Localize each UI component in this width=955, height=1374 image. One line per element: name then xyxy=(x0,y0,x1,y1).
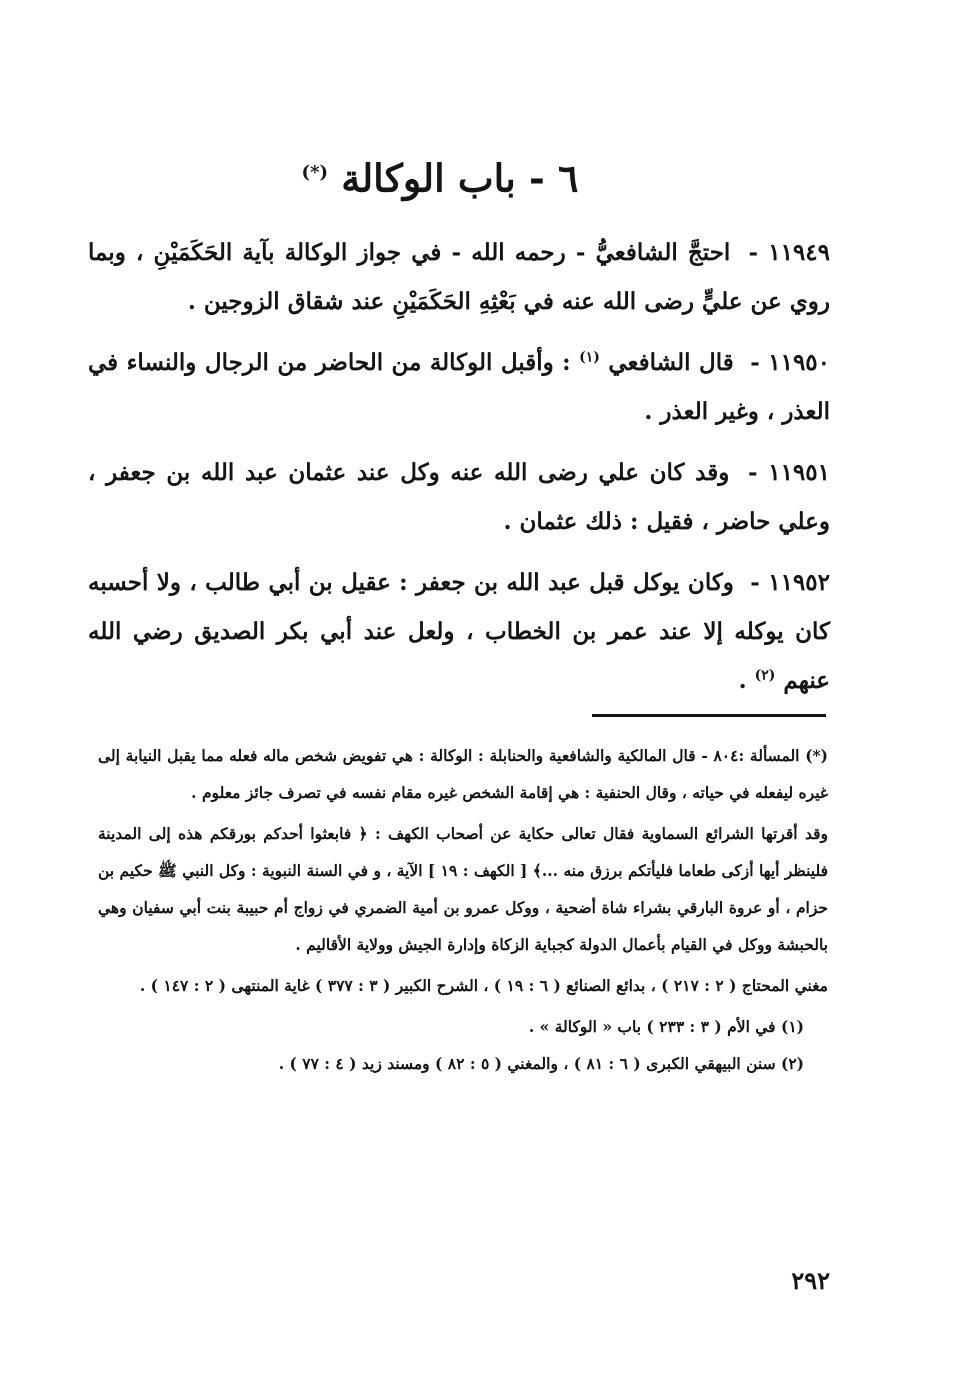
paragraph-11950 xyxy=(88,338,830,436)
paragraph-number: ١١٩٤٩ - xyxy=(748,239,830,266)
footnote-1: (١) في الأم ( ٣ : ٢٣٣ ) باب « الوكالة » . xyxy=(528,1017,804,1036)
chapter-title-marker: (*) xyxy=(301,162,328,183)
paragraph-11949 xyxy=(88,228,830,326)
paragraph-text: وكان يوكل قبل عبد الله بن جعفر : عقيل بن أبي طالب ، ولا أحسبه كان يوكله إلا عند عمر بن الخطاب ، ولعل عند أبي بكر الصديق رضي الله عنهم xyxy=(88,569,830,694)
paragraph-11952 xyxy=(88,558,830,705)
chapter-title-text: ٦ - باب الوكالة xyxy=(341,155,579,201)
page-number: ٢٩٢ xyxy=(791,1266,830,1295)
paragraph-number: ١١٩٥٢ - xyxy=(750,569,830,596)
paragraph-text: احتجَّ الشافعيُّ - رحمه الله - في جواز الوكالة بآية الحَكَمَيْنِ ، وبما روي عن عليٍّ رضى الله عنه في بَعْثِهِ الحَكَمَيْنِ عند شقاق الزوجين . xyxy=(88,239,830,315)
paragraph-text-continued: . xyxy=(738,667,747,694)
paragraph-text-continued: : وأقبل الوكالة من الحاضر من الرجال والنساء في العذر ، وغير العذر . xyxy=(88,349,830,425)
footnote-2: (٢) سنن البيهقي الكبرى ( ٦ : ٨١ ) ، والمغني ( ٥ : ٨٢ ) ومسند زيد ( ٤ : ٧٧ ) . xyxy=(278,1054,804,1073)
paragraph-11951 xyxy=(88,448,830,546)
note-sources: مغني المحتاج ( ٢ : ٢١٧ ) ، بدائع الصنائع ( ٦ : ١٩ ) ، الشرح الكبير ( ٣ : ٣٧٧ ) غاية المنتهى ( ٢ : ١٤٧ ) . xyxy=(139,976,828,995)
footnote-divider xyxy=(592,714,826,717)
footnotes-section xyxy=(98,737,828,1082)
main-text xyxy=(88,228,830,717)
paragraph-number: ١١٩٥١ - xyxy=(748,459,830,486)
paragraph-text: قال الشافعي xyxy=(608,349,734,376)
note-quran: وقد أقرتها الشرائع السماوية فقال تعالى حكاية عن أصحاب الكهف : ﴿ فابعثوا أحدكم بورقكم هذه إلى المدينة فلينظر أيها أزكى طعاما فليأتكم برزق منه ...﴾ [ الكهف : ١٩ ] الآية ، و في السنة النبوية : وكل النبي ﷺ حكيم بن حزام ، أو عروة البارقي بشراء شاة أضحية ، ووكل عمرو بن أمية الضمري في زواج أم حبيبة بنت أبي سفيان وهي بالحبشة ووكل في القيام بأعمال الدولة كجباية الزكاة وإدارة الجيش وولاية الأقاليم . xyxy=(98,824,829,954)
note-star: (*) المسألة :٨٠٤ - قال المالكية والشافعية والحنابلة : الوكالة : هي تفويض شخص ماله فعله مما يقبل النيابة إلى غيره ليفعله في حياته ، وقال الحنفية : هي إقامة الشخص غيره مقام نفسه في تصرف جائز معلوم . xyxy=(98,746,828,802)
footnote-ref-1[interactable]: (١) xyxy=(579,349,600,366)
footnote-ref-2[interactable]: (٢) xyxy=(754,667,776,684)
paragraph-number: ١١٩٥٠ - xyxy=(750,349,831,376)
paragraph-text: وقد كان علي رضى الله عنه وكل عند عثمان عبد الله بن جعفر ، وعلي حاضر ، فقيل : ذلك عثمان . xyxy=(88,459,830,535)
chapter-title xyxy=(280,148,600,204)
